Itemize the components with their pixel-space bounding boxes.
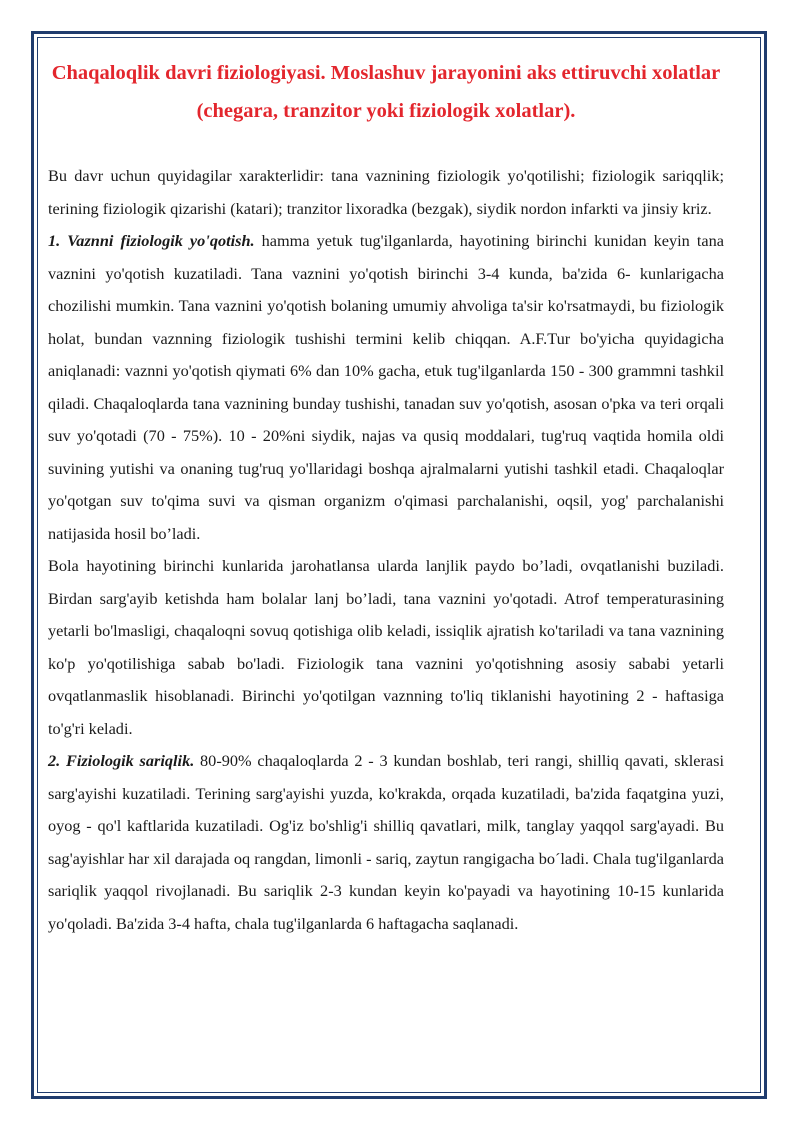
section-1-heading: 1. Vaznni fiziologik yo'qotish.	[48, 231, 255, 250]
section-1-text: hamma yetuk tug'ilganlarda, hayotining birinchi kunidan keyin tana vaznini yo'qotish kuzatiladi. Tana vaznini yo'qotish birinchi 3-4 kunda, ba'zida 6- kunlarigacha chozilishi mumkin. Tana vaznini yo'qotish bolaning umumiy ahvoliga ta'sir ko'rsatmaydi, bu fiziologik holat, bundan vaznning fiziologik tushishi termini kelib chiqqan. A.F.Tur bo'yicha quyidagicha aniqlanadi: vaznni yo'qotish qiymati 6% dan 10% gacha, etuk tug'ilganlarda 150 - 300 grammni tashkil qiladi. Chaqaloqlarda tana vaznining bunday tushishi, tanadan suv yo'qotish, asosan o'pka va teri orqali suv yo'qotadi (70 - 75%). 10 - 20%ni siydik, najas va qusiq moddalari, tug'ruq vaqtida homila oldi suvining yutishi va onaning tug'ruq yo'llaridagi boshqa ajralmalarni yutishi tashkil etadi. Chaqaloqlar yo'qotgan suv to'qima suvi va qisman organizm o'qimasi parchalanishi, oqsil, yog' parchalanishi natijasida hosil bo’ladi.	[48, 231, 724, 543]
paragraph-2: Bola hayotining birinchi kunlarida jarohatlansa ularda lanjlik paydo bo’ladi, ovqatlanishi buziladi. Birdan sarg'ayib ketishda ham bolalar lanj bo’ladi, tana vaznini yo'qotadi. Atrof temperaturasining yetarli bo'lmasligi, chaqaloqni sovuq qotishiga olib keladi, issiqlik ajratish ko'tariladi va tana vaznining ko'p yo'qotilishiga sabab bo'ladi. Fiziologik tana vaznini yo'qotishning asosiy sababi yetarli ovqatlanmaslik hisoblanadi. Birinchi yo'qotilgan vaznning to'liq tiklanishi hayotining 2 - haftasiga to'g'ri keladi.	[48, 556, 724, 738]
document-title: Chaqaloqlik davri fiziologiyasi. Moslashuv jarayonini aks ettiruvchi xolatlar (chegara, tranzitor yoki fiziologik xolatlar).	[51, 62, 721, 122]
section-2-heading: 2. Fiziologik sariqlik.	[48, 751, 195, 770]
section-2-text: 80-90% chaqaloqlarda 2 - 3 kundan boshlab, teri rangi, shilliq qavati, sklerasi sarg'ayishi kuzatiladi. Terining sarg'ayishi yuzda, ko'krakda, orqada kuzatiladi, ba'zida faqatgina yuzi, oyog - qo'l kaftlarida kuzatiladi. Og'iz bo'shlig'i shilliq qavatlari, milk, tanglay yaqqol sarg'ayadi. Bu sag'ayishlar har xil darajada oq rangdan, limonli - sariq, zaytun rangigacha bo´ladi. Chala tug'ilganlarda sariqlik yaqqol rivojlanadi. Bu sariqlik 2-3 kundan keyin ko'payadi va hayotining 10-15 kunlarida yo'qoladi. Ba'zida 3-4 hafta, chala tug'ilganlarda 6 haftagacha saqlanadi.	[48, 751, 724, 933]
section-1-paragraph	[48, 225, 724, 550]
section-2-paragraph	[48, 745, 724, 940]
document-body	[48, 160, 724, 940]
document-content	[48, 54, 724, 940]
intro-paragraph: Bu davr uchun quyidagilar xarakterlidir: tana vaznining fiziologik yo'qotilishi; fiziologik sariqqlik; terining fiziologik qizarishi (katari); tranzitor lixoradka (bezgak), siydik nordon infarkti va jinsiy kriz.	[48, 166, 724, 218]
